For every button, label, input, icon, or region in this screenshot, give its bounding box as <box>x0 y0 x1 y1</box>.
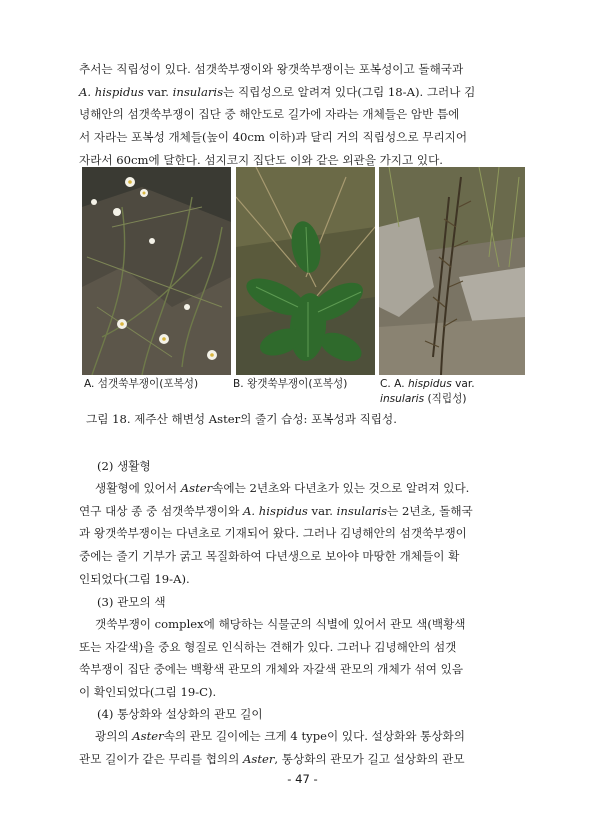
caption-a: A. 섬갯쑥부쟁이(포복성) <box>84 378 199 390</box>
page-number: - 47 - <box>287 772 318 786</box>
figure-photo-b <box>236 167 375 375</box>
section-heading-4: (4) 통상화와 설상화의 관모 길이 <box>97 707 263 721</box>
sec2-line-4: 중에는 줄기 기부가 굵고 목질화하여 다년생으로 보아야 마땅한 개체들이 확 <box>79 549 460 564</box>
body-paragraph-3 <box>79 613 529 704</box>
body-paragraph-1 <box>79 58 529 172</box>
para1-line-2: A. hispidus var. insularis는 직립성으로 알려져 있다(그림 18-A). 그러나 김 <box>79 84 476 99</box>
sec3-line-2: 또는 자갈색)을 중요 형질로 인식하는 견해가 있다. 그러나 김녕해안의 섬갯 <box>79 639 457 654</box>
figure-photo-a <box>82 167 231 375</box>
caption-c: C. A. hispidus var. insularis (직립성) <box>380 378 475 405</box>
body-paragraph-2 <box>79 477 529 591</box>
figure-photo-c <box>379 167 525 375</box>
sec4-line-2: 관모 길이가 같은 무리를 협의의 Aster, 통상화의 관모가 길고 설상화의 관모 <box>79 751 465 766</box>
sec2-line-3: 과 왕갯쑥부쟁이는 다년초로 기재되어 왔다. 그러나 김녕해안의 섬갯쑥부쟁이 <box>79 526 467 541</box>
para1-line-5: 자라서 60cm에 달한다. 섬지코지 집단도 이와 같은 외관을 가지고 있다. <box>79 152 443 167</box>
sec3-line-4: 이 확인되었다(그림 19-C). <box>79 685 217 700</box>
sec3-line-3: 쑥부쟁이 집단 중에는 백황색 관모의 개체와 자갈색 관모의 개체가 섞여 있음 <box>79 662 464 677</box>
para1-line-1: 추서는 직립성이 있다. 섬갯쑥부쟁이와 왕갯쑥부쟁이는 포복성이고 돌해국과 <box>79 62 464 76</box>
sec3-line-1: 갯쑥부쟁이 complex에 해당하는 식물군의 식별에 있어서 관모 색(백황색 <box>95 617 466 631</box>
para1-line-3: 녕해안의 섬갯쑥부쟁이 집단 중 해안도로 길가에 자라는 개체들은 암반 틈에 <box>79 107 460 122</box>
section-heading-2: (2) 생활형 <box>97 459 151 473</box>
sec2-line-5: 인되었다(그림 19-A). <box>79 571 190 586</box>
section-heading-3: (3) 관모의 색 <box>97 595 166 609</box>
figure-title: 그림 18. 제주산 해변성 Aster의 줄기 습성: 포복성과 직립성. <box>86 412 397 426</box>
sec2-line-1: 생활형에 있어서 Aster속에는 2년초와 다년초가 있는 것으로 알려져 있다. <box>95 481 470 495</box>
para1-line-4: 서 자라는 포복성 개체들(높이 40cm 이하)과 달리 거의 직립성으로 무리지어 <box>79 130 468 145</box>
caption-b: B. 왕갯쑥부쟁이(포복성) <box>233 378 348 390</box>
sec2-line-2: 연구 대상 종 중 섬갯쑥부쟁이와 A. hispidus var. insularis는 2년초, 돌해국 <box>79 503 473 518</box>
sec4-line-1: 광의의 Aster속의 관모 길이에는 크게 4 type이 있다. 설상화와 통상화의 <box>95 729 465 743</box>
body-paragraph-4 <box>79 725 529 770</box>
